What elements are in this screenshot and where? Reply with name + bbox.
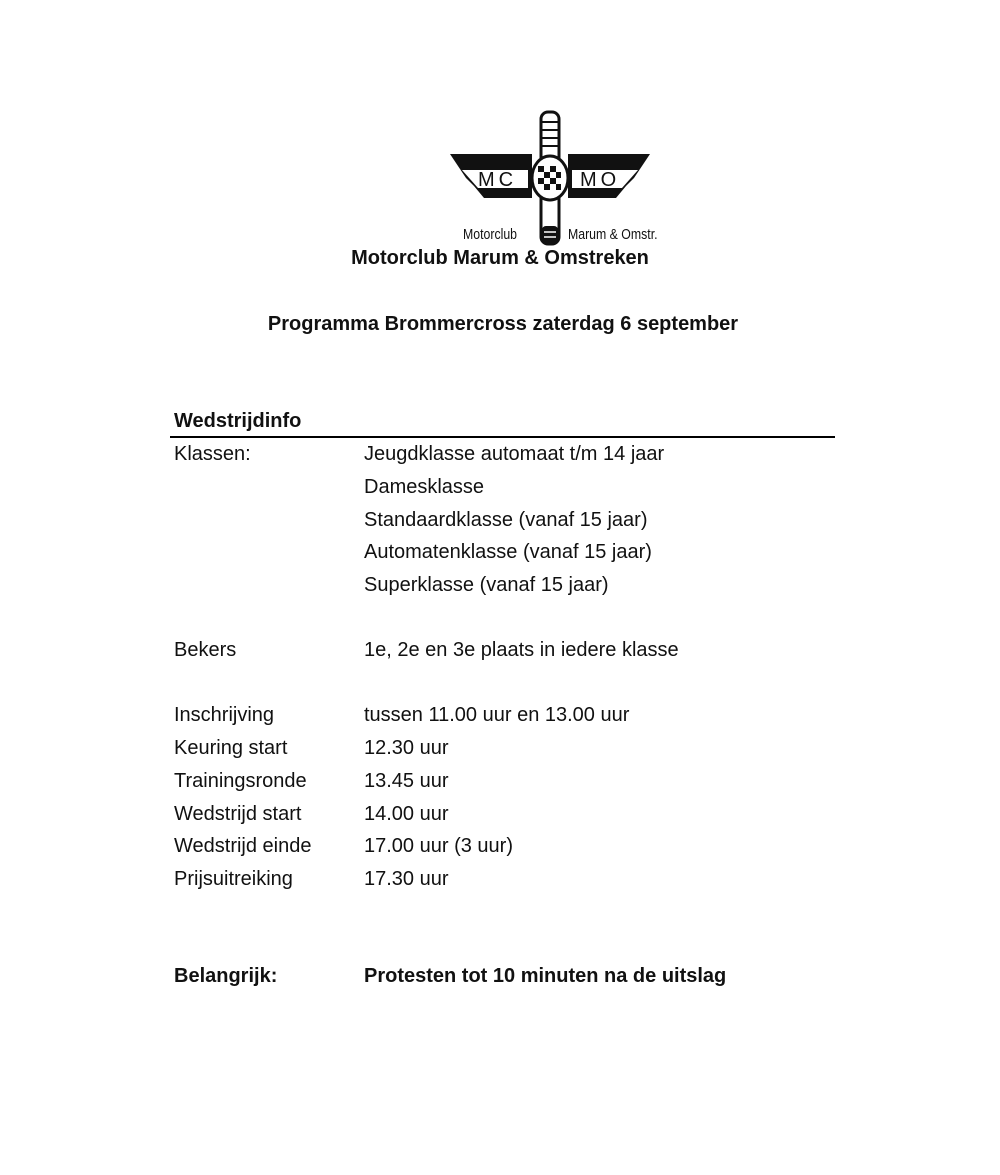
logo-caption-right: Marum & Omstr. — [568, 226, 658, 243]
classes-row — [174, 509, 834, 537]
schedule-time: 12.30 uur — [364, 737, 449, 759]
important-label: Belangrijk: — [174, 965, 278, 987]
classes-row — [174, 476, 834, 504]
schedule-time: 14.00 uur — [364, 803, 449, 825]
schedule-row — [174, 803, 834, 831]
class-item: Jeugdklasse automaat t/m 14 jaar — [364, 443, 665, 465]
classes-row — [174, 443, 834, 471]
classes-row — [174, 541, 834, 569]
class-item: Standaardklasse (vanaf 15 jaar) — [364, 509, 648, 531]
classes-row — [174, 574, 834, 602]
section-title: Wedstrijdinfo — [174, 410, 302, 432]
logo-caption-left: Motorclub — [463, 226, 518, 243]
schedule-row — [174, 737, 834, 765]
prizes-value: 1e, 2e en 3e plaats in iedere klasse — [364, 639, 679, 661]
logo-badge-left: MC — [478, 169, 518, 191]
schedule-row — [174, 770, 834, 798]
club-name: Motorclub Marum & Omstreken — [351, 247, 649, 269]
class-item: Superklasse (vanaf 15 jaar) — [364, 574, 609, 596]
schedule-time: 17.00 uur (3 uur) — [364, 835, 513, 857]
important-value: Protesten tot 10 minuten na de uitslag — [364, 965, 727, 987]
schedule-label: Wedstrijd start — [174, 803, 302, 825]
schedule-label: Wedstrijd einde — [174, 835, 312, 857]
schedule-label: Prijsuitreiking — [174, 868, 293, 890]
class-item: Automatenklasse (vanaf 15 jaar) — [364, 541, 652, 563]
class-item: Damesklasse — [364, 476, 485, 498]
logo-badge-right: MO — [580, 169, 621, 191]
document-title: Programma Brommercross zaterdag 6 september — [267, 313, 739, 335]
schedule-time: tussen 11.00 uur en 13.00 uur — [364, 704, 630, 726]
section-divider — [170, 436, 835, 438]
schedule-label: Trainingsronde — [174, 770, 307, 792]
schedule-time: 17.30 uur — [364, 868, 449, 890]
schedule-label: Inschrijving — [174, 704, 275, 726]
schedule-time: 13.45 uur — [364, 770, 449, 792]
classes-label: Klassen: — [174, 443, 251, 465]
schedule-label: Keuring start — [174, 737, 288, 759]
schedule-row — [174, 868, 834, 896]
prizes-row — [174, 639, 834, 667]
important-row — [174, 965, 834, 993]
schedule-row — [174, 835, 834, 863]
schedule-row — [174, 704, 834, 732]
prizes-label: Bekers — [174, 639, 237, 661]
